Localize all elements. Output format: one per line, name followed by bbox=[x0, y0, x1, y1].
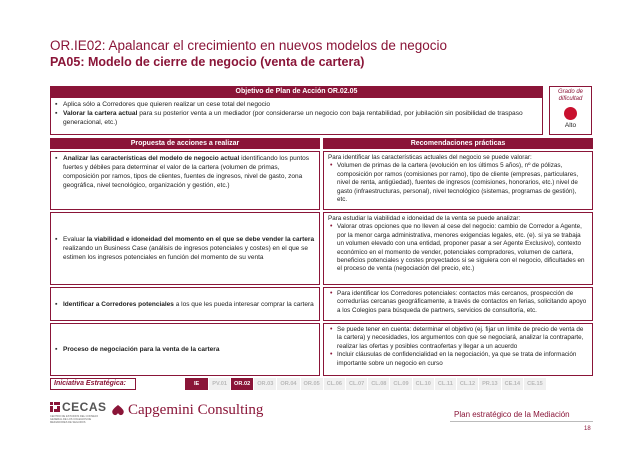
action-rest-1: identificando los puntos fuertes y débiles para determinar el valor de la cartera (volumen de primas, composición por ramos, tipos de clientes, fuentes de ingresos, nivel de gasto, zona geográfica, nivel tecnológico, organización y gestión, etc.) bbox=[63, 155, 310, 189]
action-rest-2: realizando un Business Case (análisis de ingresos potenciales y costes) en el que se estimen los ingresos potenciales en función del momento de su venta bbox=[63, 245, 308, 261]
difficulty-label: Grado de dificultad bbox=[557, 89, 584, 102]
action-text-4 bbox=[55, 345, 315, 354]
page-number: 18 bbox=[584, 426, 591, 432]
recommendation-intro-2: Para estudiar la viabilidad e idoneidad de la venta se puede analizar: bbox=[328, 215, 521, 222]
objective-bullet-1: ▪ Aplica sólo a Corredores que quieren realizar un cese total del negocio bbox=[55, 100, 538, 109]
initiative-strip bbox=[50, 378, 593, 390]
initiative-tag: OR.03 bbox=[254, 378, 276, 390]
action-text-3 bbox=[55, 300, 315, 309]
action-cell-1 bbox=[50, 151, 320, 210]
action-bold-2: la viabilidad e idoneidad del momento en el que se debe vender la cartera bbox=[86, 236, 315, 243]
recommendation-point-2-1: • Valorar otras opciones que no lleven al cese del negocio: cambio de Corredor a Agente, por la menor carga administrativa, menores exigencias legales, etc. (e). si ya se trabaja un volumen elevado con una entidad, proponer pasar a ser Agente Exclusivo), contexto económico en el momento de vender, potenciales compradores, volumen de cartera, beneficios potenciales y costes proyectados si se siguiera con el negocio, dificultades en el proceso de venta (negociación del precio, etc.) bbox=[328, 223, 588, 273]
initiative-tag: CL.12 bbox=[457, 378, 478, 390]
recommendation-intro-1: Para identificar las características actuales del negocio se puede valorar: bbox=[328, 154, 532, 161]
objective-bullet-2-rest: para su posterior venta a un mediador (por considerarse un negocio con baja rentabilidad, por jubilación sin posibilidad de traspaso generacional, etc.) bbox=[63, 110, 523, 126]
plan-caption-underline bbox=[450, 421, 593, 422]
column-header-actions: Propuesta de acciones a realizar bbox=[50, 138, 320, 149]
initiative-label: Iniciativa Estratégica: bbox=[50, 378, 136, 390]
recommendation-point-4-2: • Incluir cláusulas de confidencialidad en la negociación, ya que se trata de información importante sobre un negocio en curso bbox=[328, 351, 588, 368]
objective-bullet-2 bbox=[55, 109, 538, 127]
initiative-tag: OR.05 bbox=[301, 378, 323, 390]
page-title: OR.IE02: Apalancar el crecimiento en nuevos modelos de negocio bbox=[50, 38, 447, 53]
initiative-tag: CL.10 bbox=[413, 378, 434, 390]
action-bold-4: Proceso de negociación para la venta de la cartera bbox=[63, 346, 220, 353]
action-bold-1: Analizar las características del modelo de negocio actual bbox=[63, 155, 240, 162]
objective-bullet-2-bold: Valorar la cartera actual bbox=[63, 110, 138, 117]
page-subtitle: PA05: Modelo de cierre de negocio (venta de cartera) bbox=[50, 55, 365, 69]
initiative-tag: PV.01 bbox=[209, 378, 230, 390]
initiative-tag: IE bbox=[185, 378, 208, 390]
initiative-tag: CL.06 bbox=[324, 378, 345, 390]
difficulty-box bbox=[549, 86, 592, 135]
action-cell-4 bbox=[50, 323, 320, 376]
action-text-1 bbox=[55, 154, 315, 190]
recommendation-cell-1 bbox=[323, 151, 593, 210]
plan-caption: Plan estratégico de la Mediación bbox=[454, 410, 570, 419]
objective-box bbox=[50, 97, 543, 135]
column-header-recommendations: Recomendaciones prácticas bbox=[323, 138, 593, 149]
recommendation-point-1-1: • Volumen de primas de la cartera (evolución en los últimos 5 años), nº de pólizas, composición por ramos (comisiones por ramo), tipo de cliente (empresas, particulares, nivel de renta, antigüedad), fuentes de ingresos (comisiones, honorarios, etc.) nivel de gasto (infraestructuras, personal), nivel tecnológico (sistemas, programas de gestión), etc. bbox=[328, 162, 588, 204]
recommendation-point-3-1: • Para identificar los Corredores potenciales: contactos más cercanos, prospección de corredurías cercanas geográficamente, a través de contactos en ferias, solicitando apoyo a los Colegios para búsqueda de partners, servicios de consultoría, etc. bbox=[328, 290, 588, 315]
action-cell-3 bbox=[50, 287, 320, 321]
initiative-tag: CL.11 bbox=[435, 378, 456, 390]
cecas-logo bbox=[50, 400, 105, 426]
cecas-logo-text: CECAS bbox=[62, 400, 107, 414]
initiative-tag: CL.07 bbox=[346, 378, 367, 390]
initiative-tag: CL.09 bbox=[390, 378, 411, 390]
capgemini-spade-icon bbox=[110, 404, 126, 418]
action-text-2 bbox=[55, 235, 315, 262]
recommendation-cell-3 bbox=[323, 287, 593, 321]
cecas-logo-caption: CENTRO DE ESTUDIOS DEL CONSEJO GENERAL DE LOS COLEGIOS DE MEDIADORES DE SEGUROS bbox=[50, 415, 99, 424]
initiative-tag: OR.04 bbox=[277, 378, 299, 390]
recommendation-cell-2 bbox=[323, 212, 593, 285]
initiative-tag: CE.15 bbox=[524, 378, 546, 390]
difficulty-level: Alto bbox=[564, 122, 577, 129]
action-bold-3: Identificar a Corredores potenciales bbox=[63, 300, 174, 308]
capgemini-logo bbox=[110, 402, 263, 419]
cecas-grid-icon bbox=[50, 402, 60, 412]
action-cell-2 bbox=[50, 212, 320, 285]
recommendation-cell-4 bbox=[323, 323, 593, 376]
capgemini-logo-text: Capgemini Consulting bbox=[128, 402, 264, 418]
recommendation-point-4-1: • Se puede tener en cuenta: determinar el objetivo (ej. fijar un límite de precio de venta de la cartera) y necesidades, los argumentos con que se negociará, analizar la contraparte, realizar las ofertas y posibles contraofertas y llegar a un acuerdo bbox=[328, 326, 588, 351]
action-rest-3: a los que les pueda interesar comprar la cartera bbox=[173, 300, 314, 308]
difficulty-circle-icon bbox=[564, 107, 577, 120]
initiative-tags bbox=[185, 378, 547, 390]
initiative-tag: PR.13 bbox=[479, 378, 501, 390]
initiative-tag: CL.08 bbox=[368, 378, 389, 390]
initiative-tag: OR.02 bbox=[231, 378, 253, 390]
initiative-tag: CE.14 bbox=[502, 378, 524, 390]
action-pre-2: Evaluar bbox=[63, 236, 87, 243]
objective-header: Objetivo de Plan de Acción OR.02.05 bbox=[50, 86, 543, 97]
